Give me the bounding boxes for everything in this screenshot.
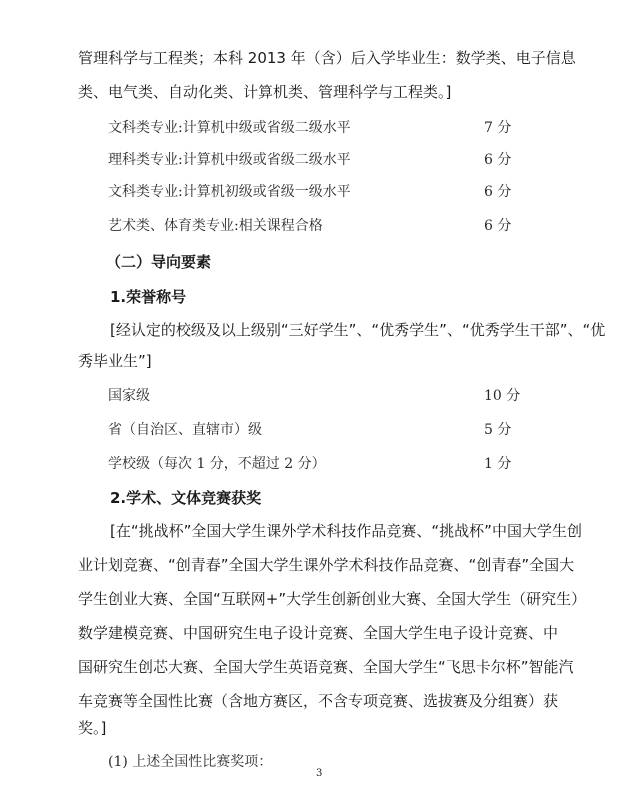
competition-line: 学生创业大赛、全国“互联网+”大学生创新创业大赛、全国大学生（研究生） — [78, 590, 587, 608]
section-heading: （二）导向要素 — [106, 253, 212, 271]
competition-line: 数学建模竞赛、中国研究生电子设计竞赛、全国大学生电子设计竞赛、中 — [78, 624, 559, 642]
competition-heading: 2.学术、文体竞赛获奖 — [110, 489, 262, 507]
competition-line: 国研究生创芯大赛、全国大学生英语竞赛、全国大学生“飞思卡尔杯”智能汽 — [78, 658, 574, 676]
computer-row-score: 6 分 — [484, 218, 512, 234]
sub-item: (1) 上述全国性比赛奖项： — [108, 754, 273, 770]
computer-row-label: 理科类专业:计算机中级或省级二级水平 — [108, 152, 351, 168]
honor-note-line-2: 秀毕业生”] — [78, 352, 152, 370]
honor-row-label: 省（自治区、直辖市）级 — [108, 422, 262, 438]
honor-row-score: 5 分 — [484, 422, 512, 438]
computer-row-label: 艺术类、体育类专业:相关课程合格 — [108, 218, 323, 234]
computer-row-score: 6 分 — [484, 152, 512, 168]
honor-note-line-1: [经认定的校级及以上级别“三好学生”、“优秀学生”、“优秀学生干部”、“优 — [110, 321, 606, 339]
page-number: 3 — [316, 768, 323, 779]
computer-row-label: 文科类专业:计算机中级或省级二级水平 — [108, 120, 351, 136]
competition-line: 车竞赛等全国性比赛（含地方赛区，不含专项竞赛、选拔赛及分组赛）获 — [78, 692, 559, 710]
competition-line: 奖。] — [78, 719, 107, 737]
honor-row-label: 国家级 — [108, 388, 150, 404]
honor-heading: 1.荣誉称号 — [110, 288, 187, 306]
computer-row-score: 7 分 — [484, 120, 512, 136]
intro-line-2: 类、电气类、自动化类、计算机类、管理科学与工程类。] — [78, 83, 452, 101]
computer-row-label: 文科类专业:计算机初级或省级一级水平 — [108, 184, 351, 200]
intro-line-1: 管理科学与工程类；本科 2013 年（含）后入学毕业生：数学类、电子信息 — [78, 49, 576, 67]
honor-row-score: 10 分 — [484, 388, 521, 404]
computer-row-score: 6 分 — [484, 184, 512, 200]
competition-line: [在“挑战杯”全国大学生课外学术科技作品竞赛、“挑战杯”中国大学生创 — [110, 522, 582, 540]
honor-row-label: 学校级（每次 1 分，不超过 2 分） — [108, 456, 326, 472]
honor-row-score: 1 分 — [484, 456, 512, 472]
competition-line: 业计划竞赛、“创青春”全国大学生课外学术科技作品竞赛、“创青春”全国大 — [78, 556, 575, 574]
